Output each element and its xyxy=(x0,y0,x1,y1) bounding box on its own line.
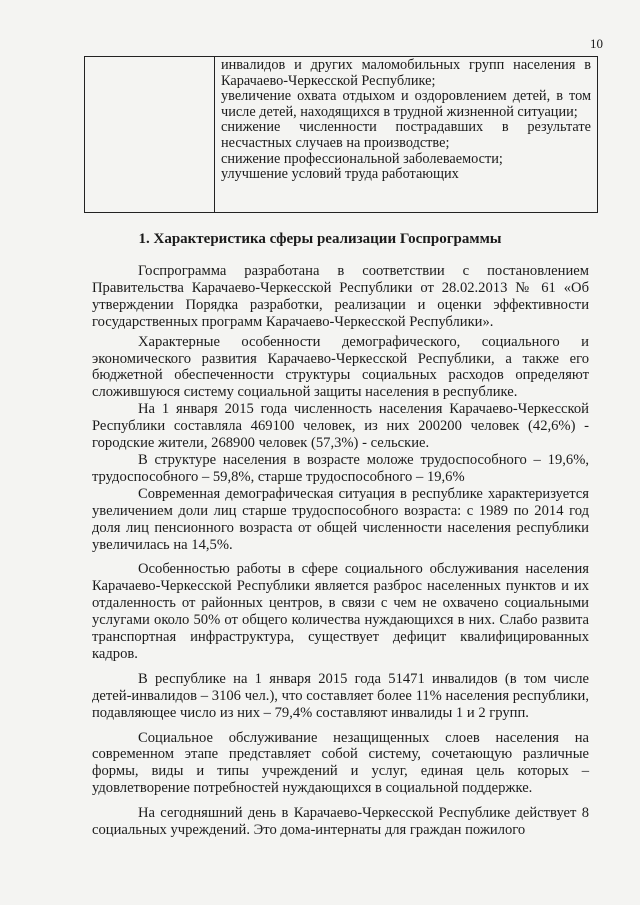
paragraph: Характерные особенности демографического, социального и экономического развития Карачаево-Черкесской Республики, а также его бюджетной обеспеченности структуры социальных расходов определяют сложившуюся систему социальной защиты населения в республике. xyxy=(92,333,589,401)
table-right-cell xyxy=(215,57,597,212)
paragraph: Социальное обслуживание незащищенных слоев населения на современном этапе представляет собой систему, сочетающую различные формы, виды и типы учреждений и услуг, единая цель которых – удовлетворение потребностей нуждающихся в социальной поддержке. xyxy=(92,729,589,797)
table-item: увеличение охвата отдыхом и оздоровлением детей, в том числе детей, находящихся в трудной жизненной ситуации; xyxy=(221,88,591,120)
table-item: снижение численности пострадавших в результате несчастных случаев на производстве; xyxy=(221,119,591,151)
paragraph: Госпрограмма разработана в соответствии с постановлением Правительства Карачаево-Черкесской Республики от 28.02.2013 № 61 «Об утверждении Порядка разработки, реализации и оценки эффективности государственных программ Карачаево-Черкесской Республики». xyxy=(92,263,589,330)
table-item: снижение профессиональной заболеваемости; xyxy=(221,150,503,167)
paragraph: На сегодняшний день в Карачаево-Черкесской Республике действует 8 социальных учреждений. Это дома-интернаты для граждан пожилого xyxy=(92,805,589,839)
page-number: 10 xyxy=(590,36,603,51)
table-left-cell xyxy=(85,57,215,212)
paragraph: Особенностью работы в сфере социального обслуживания населения Карачаево-Черкесской Республики является разброс населенных пунктов и их отдаленность от районных центров, в связи с чем не охвачено социальными услугами около 50% от общего количества нуждающихся в них. Слабо развита транспортная инфраструктура, существует дефицит квалифицированных кадров. xyxy=(92,561,589,662)
paragraph: В структуре населения в возрасте моложе трудоспособного – 19,6%, трудоспособного – 59,8%, старше трудоспособного – 19,6% xyxy=(92,451,589,485)
paragraph: В республике на 1 января 2015 года 51471 инвалидов (в том числе детей-инвалидов – 3106 чел.), что составляет более 11% населения республики, подавляющее число из них – 79,4% составляют инвалиды 1 и 2 групп. xyxy=(92,670,589,721)
paragraph: Современная демографическая ситуация в республике характеризуется увеличением доли лиц старше трудоспособного возраста: с 1989 по 2014 год доля лиц пенсионного возраста от общей численности населения республики увеличилась на 14,5%. xyxy=(92,485,589,553)
table-item: улучшение условий труда работающих xyxy=(221,166,459,183)
section-title: 1. Характеристика сферы реализации Госпрограммы xyxy=(138,231,502,247)
body-text xyxy=(92,263,589,839)
goals-table xyxy=(84,56,598,213)
table-item: инвалидов и других маломобильных групп населения в Карачаево-Черкесской Республике; xyxy=(221,57,591,89)
paragraph: На 1 января 2015 года численность населения Карачаево-Черкесской Республики составляла 469100 человек, из них 200200 человек (42,6%) - городские жители, 268900 человек (57,3%) - сельские. xyxy=(92,401,589,452)
